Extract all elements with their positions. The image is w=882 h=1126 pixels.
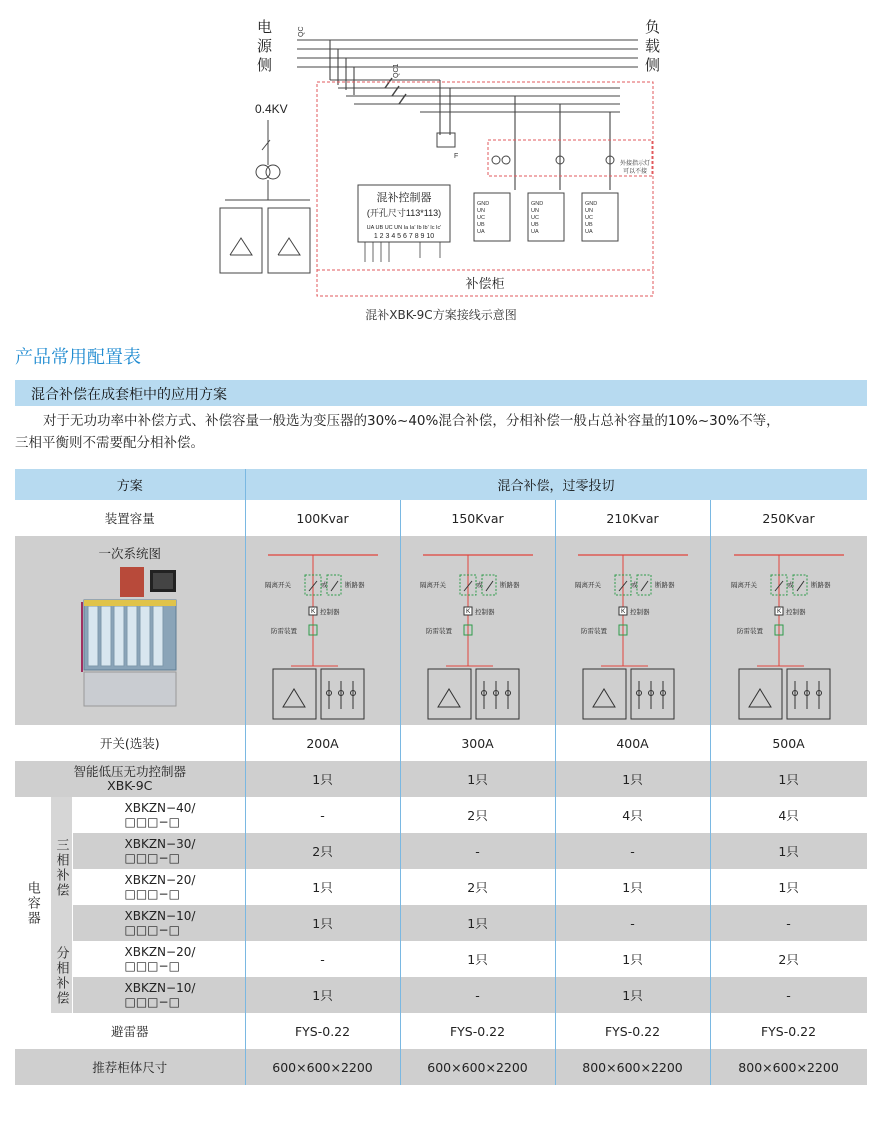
capacitor-row bbox=[15, 797, 867, 833]
capacitor-model: XBKZN−30/□□□−□ bbox=[72, 833, 245, 869]
capacitor-qty: - bbox=[710, 977, 867, 1013]
surge-label: 防雷装置 bbox=[425, 627, 452, 635]
svg-text:UN: UN bbox=[585, 208, 593, 214]
capacity-value: 100Kvar bbox=[245, 500, 400, 536]
svg-text:UA: UA bbox=[585, 229, 593, 235]
controller-label-2: XBK-9C bbox=[107, 778, 153, 793]
split-phase-box bbox=[631, 669, 674, 719]
controller-value: 1只 bbox=[400, 761, 555, 797]
controller-label-cell bbox=[15, 761, 245, 797]
svg-text:GND: GND bbox=[531, 201, 544, 207]
controller-label: 控制器 bbox=[629, 608, 650, 616]
capacity-row bbox=[15, 500, 867, 536]
description-paragraph bbox=[15, 410, 877, 454]
svg-text:UA: UA bbox=[531, 229, 539, 235]
arrester-value: FYS-0.22 bbox=[555, 1013, 710, 1049]
breaker-box bbox=[637, 575, 651, 595]
load-side-char-2: 载 bbox=[645, 38, 661, 55]
controller-value: 1只 bbox=[245, 761, 400, 797]
three-phase-box bbox=[273, 669, 316, 719]
controller-terms: UA UB UC UN Ia Ia' Ib Ib' Ic Ic' bbox=[366, 225, 442, 231]
svg-text:UC: UC bbox=[477, 215, 485, 221]
split-phase-box bbox=[321, 669, 364, 719]
capacitor-qty: - bbox=[400, 833, 555, 869]
schematic-4 bbox=[710, 536, 867, 725]
diagram-caption: 混补XBK-9C方案接线示意图 bbox=[365, 308, 517, 322]
breaker-box bbox=[793, 575, 807, 595]
voltage-label: 0.4KV bbox=[255, 102, 288, 116]
split-phase-box bbox=[787, 669, 830, 719]
controller-k-label: K bbox=[620, 607, 625, 615]
subheading-text: 混合补偿在成套柜中的应用方案 bbox=[31, 387, 227, 403]
isolator-label: 隔离开关 bbox=[419, 581, 446, 589]
capacitor-group-cell bbox=[15, 797, 50, 1013]
surge-label: 防雷装置 bbox=[270, 627, 297, 635]
split-phase-box bbox=[476, 669, 519, 719]
controller-row bbox=[15, 761, 867, 797]
isolator-label: 隔离开关 bbox=[264, 581, 291, 589]
capacity-value: 210Kvar bbox=[555, 500, 710, 536]
capacitor-model: XBKZN−20/□□□−□ bbox=[72, 941, 245, 977]
capacitor-qty: 1只 bbox=[555, 941, 710, 977]
three-phase-box bbox=[739, 669, 782, 719]
capacitor-qty: - bbox=[555, 833, 710, 869]
size-value: 800×600×2200 bbox=[710, 1049, 867, 1085]
table-header-row bbox=[15, 469, 867, 500]
svg-text:UA: UA bbox=[477, 229, 485, 235]
breaker-blade bbox=[486, 581, 493, 591]
breaker-box bbox=[327, 575, 341, 595]
breaker-label: 断路器 bbox=[810, 581, 831, 589]
switch-value: 500A bbox=[710, 725, 867, 761]
svg-text:UC: UC bbox=[531, 215, 539, 221]
capacity-value: 250Kvar bbox=[710, 500, 867, 536]
capacitor-qty: 1只 bbox=[555, 869, 710, 905]
breaker-blade bbox=[331, 581, 338, 591]
surge-label: 防雷装置 bbox=[580, 627, 607, 635]
capacitor-qty: 2只 bbox=[710, 941, 867, 977]
system-label-cell bbox=[15, 536, 245, 725]
three-phase-box bbox=[428, 669, 471, 719]
size-label: 推荐柜体尺寸 bbox=[15, 1049, 245, 1085]
controller-nums: 1 2 3 4 5 6 7 8 9 10 bbox=[373, 233, 435, 240]
arrester-value: FYS-0.22 bbox=[245, 1013, 400, 1049]
delta-symbol bbox=[438, 689, 460, 707]
schematic-1 bbox=[245, 536, 400, 725]
capacitor-qty: 1只 bbox=[245, 977, 400, 1013]
capacitor-qty: 4只 bbox=[710, 797, 867, 833]
delta-symbol bbox=[749, 689, 771, 707]
capacitor-qty: - bbox=[245, 941, 400, 977]
size-value: 600×600×2200 bbox=[400, 1049, 555, 1085]
arrester-value: FYS-0.22 bbox=[400, 1013, 555, 1049]
capacitor-qty: - bbox=[400, 977, 555, 1013]
header-scheme: 方案 bbox=[15, 469, 245, 500]
split-phase-cell bbox=[50, 941, 72, 1013]
capacitor-row bbox=[15, 977, 867, 1013]
load-side-char-3: 侧 bbox=[645, 57, 661, 74]
switch-value: 300A bbox=[400, 725, 555, 761]
capacitor-model: XBKZN−40/□□□−□ bbox=[72, 797, 245, 833]
lamp-note: 外接指示灯 bbox=[620, 161, 651, 167]
qc-label: QC bbox=[298, 26, 305, 37]
schematic-3 bbox=[555, 536, 710, 725]
svg-text:UB: UB bbox=[585, 222, 593, 228]
power-side-char-2: 源 bbox=[257, 38, 273, 55]
svg-text:UC: UC bbox=[585, 215, 593, 221]
fuse-label: F bbox=[454, 153, 459, 160]
capacity-value: 150Kvar bbox=[400, 500, 555, 536]
power-side-char-1: 电 bbox=[257, 19, 273, 36]
controller-label: 控制器 bbox=[785, 608, 806, 616]
capacity-label: 装置容量 bbox=[15, 500, 245, 536]
or-label: 或 bbox=[475, 581, 483, 589]
paragraph-line-1: 对于无功功率中补偿方式、补偿容量一般选为变压器的30%~40%混合补偿，分相补偿一般占总补容量的10%~30%不等， bbox=[43, 413, 780, 429]
controller-title: 混补控制器 bbox=[376, 192, 432, 204]
size-value: 800×600×2200 bbox=[555, 1049, 710, 1085]
split-phase-label: 分相补偿 bbox=[53, 945, 69, 1006]
cabinet-product-image bbox=[70, 562, 190, 712]
capacitor-qty: 1只 bbox=[710, 869, 867, 905]
svg-text:UB: UB bbox=[477, 222, 485, 228]
switch-value: 400A bbox=[555, 725, 710, 761]
arrester-row bbox=[15, 1013, 867, 1049]
capacitor-row bbox=[15, 833, 867, 869]
capacitor-qty: 1只 bbox=[245, 905, 400, 941]
capacitor-label: 电容器 bbox=[24, 881, 40, 926]
controller-hole: (开孔尺寸113*113) bbox=[366, 208, 442, 218]
system-diagram-row bbox=[15, 536, 867, 725]
arrester-label: 避雷器 bbox=[15, 1013, 245, 1049]
delta-symbol bbox=[593, 689, 615, 707]
load-side-char-1: 负 bbox=[645, 19, 661, 36]
or-label: 或 bbox=[786, 581, 794, 589]
capacitor-qty: 2只 bbox=[400, 869, 555, 905]
delta-symbol bbox=[283, 689, 305, 707]
breaker-blade bbox=[641, 581, 648, 591]
controller-label: 控制器 bbox=[319, 608, 340, 616]
capacitor-model: XBKZN−10/□□□−□ bbox=[72, 905, 245, 941]
surge-label: 防雷装置 bbox=[736, 627, 763, 635]
capacitor-qty: 2只 bbox=[245, 833, 400, 869]
capacitor-model: XBKZN−10/□□□−□ bbox=[72, 977, 245, 1013]
capacitor-qty: 1只 bbox=[710, 833, 867, 869]
capacitor-qty: - bbox=[245, 797, 400, 833]
capacitor-qty: - bbox=[555, 905, 710, 941]
three-phase-cell bbox=[50, 797, 72, 941]
capacitor-qty: - bbox=[710, 905, 867, 941]
breaker-label: 断路器 bbox=[654, 581, 675, 589]
controller-k-label: K bbox=[465, 607, 470, 615]
controller-k-label: K bbox=[310, 607, 315, 615]
capacitor-qty: 4只 bbox=[555, 797, 710, 833]
breaker-blade bbox=[797, 581, 804, 591]
schematic-2 bbox=[400, 536, 555, 725]
svg-text:UB: UB bbox=[531, 222, 539, 228]
size-row bbox=[15, 1049, 867, 1085]
controller-k-label: K bbox=[776, 607, 781, 615]
svg-text:GND: GND bbox=[585, 201, 598, 207]
switch-row bbox=[15, 725, 867, 761]
or-label: 或 bbox=[630, 581, 638, 589]
svg-text:UN: UN bbox=[477, 208, 485, 214]
capacitor-qty: 1只 bbox=[245, 869, 400, 905]
lamp-note-2: 可以不接 bbox=[623, 169, 648, 175]
capacitor-row bbox=[15, 869, 867, 905]
size-value: 600×600×2200 bbox=[245, 1049, 400, 1085]
breaker-label: 断路器 bbox=[344, 581, 365, 589]
config-table bbox=[15, 469, 868, 1085]
controller-value: 1只 bbox=[710, 761, 867, 797]
svg-text:GND: GND bbox=[477, 201, 490, 207]
three-phase-box bbox=[583, 669, 626, 719]
capacitor-row bbox=[15, 941, 867, 977]
controller-label-1: 智能低压无功控制器 bbox=[73, 764, 187, 779]
capacitor-row bbox=[15, 905, 867, 941]
power-side-char-3: 侧 bbox=[257, 57, 273, 74]
cabinet-label: 补偿柜 bbox=[465, 276, 505, 291]
svg-text:UN: UN bbox=[531, 208, 539, 214]
switch-value: 200A bbox=[245, 725, 400, 761]
arrester-value: FYS-0.22 bbox=[710, 1013, 867, 1049]
capacitor-qty: 1只 bbox=[400, 905, 555, 941]
three-phase-label: 三相补偿 bbox=[53, 837, 69, 898]
wiring-diagram bbox=[0, 0, 882, 335]
breaker-label: 断路器 bbox=[499, 581, 520, 589]
subheading-bar bbox=[15, 380, 867, 406]
breaker-box bbox=[482, 575, 496, 595]
system-label: 一次系统图 bbox=[98, 546, 162, 561]
paragraph-line-2: 三相平衡则不需要配分相补偿。 bbox=[15, 435, 204, 451]
section-title: 产品常用配置表 bbox=[15, 347, 141, 368]
or-label: 或 bbox=[320, 581, 328, 589]
capacitor-model: XBKZN−20/□□□−□ bbox=[72, 869, 245, 905]
controller-value: 1只 bbox=[555, 761, 710, 797]
capacitor-qty: 2只 bbox=[400, 797, 555, 833]
controller-label: 控制器 bbox=[474, 608, 495, 616]
isolator-label: 隔离开关 bbox=[574, 581, 601, 589]
switch-label: 开关(选装) bbox=[15, 725, 245, 761]
capacitor-qty: 1只 bbox=[555, 977, 710, 1013]
isolator-label: 隔离开关 bbox=[730, 581, 757, 589]
qc1-label: QC1 bbox=[393, 63, 400, 78]
capacitor-qty: 1只 bbox=[400, 941, 555, 977]
header-mode: 混合补偿，过零投切 bbox=[245, 469, 867, 500]
